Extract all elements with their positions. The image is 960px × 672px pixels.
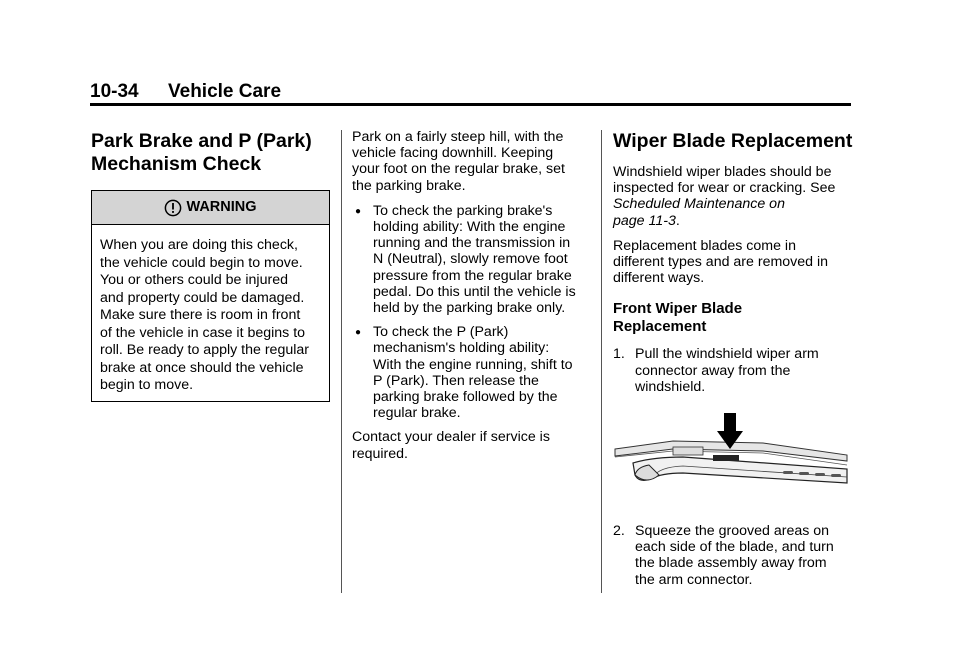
period: . — [675, 212, 680, 229]
warning-line: and property could be damaged. — [100, 289, 305, 306]
bullet-list — [352, 203, 592, 422]
warning-line: of the vehicle in case it begins to — [100, 324, 306, 341]
text-line: holding ability: With the engine — [373, 219, 566, 236]
text-line: connector away from the — [635, 362, 791, 379]
warning-line: the vehicle could begin to move. — [100, 254, 303, 271]
header-rule — [90, 103, 851, 106]
text-line: pedal. Do this until the vehicle is — [373, 283, 576, 300]
text-line: required. — [352, 445, 408, 462]
text-line: different ways. — [613, 270, 705, 287]
text-line: Replacement blades come in — [613, 237, 796, 254]
text-line: Pull the windshield wiper arm — [635, 346, 819, 363]
step-2 — [613, 523, 853, 588]
text-line: regular brake. — [373, 405, 461, 422]
text-line: With the engine running, shift to — [373, 356, 573, 373]
column-divider-2 — [601, 130, 602, 593]
text-line: held by the parking brake only. — [373, 300, 566, 317]
column-divider-1 — [341, 130, 342, 593]
text-line: your foot on the regular brake, set — [352, 161, 565, 178]
warning-line: Make sure there is room in front — [100, 307, 301, 323]
text-line: P (Park). Then release the — [373, 372, 539, 389]
subsection-title-front-wiper — [613, 300, 853, 336]
warning-box — [91, 190, 330, 402]
section-title-wiper: Wiper Blade Replacement — [613, 130, 853, 152]
warning-line: brake at once should the vehicle — [100, 359, 304, 376]
page-header — [90, 80, 281, 104]
blade-types-paragraph — [613, 238, 853, 287]
text-line: each side of the blade, and turn — [635, 539, 834, 556]
column-2 — [352, 129, 592, 462]
text-line: different types and are removed in — [613, 254, 829, 271]
warning-line: When you are doing this check, — [100, 237, 298, 253]
warning-text — [92, 225, 329, 401]
text-line: vehicle facing downhill. Keeping — [352, 145, 554, 162]
bullet-item-parking-brake — [352, 203, 592, 316]
section-title-line-2: Mechanism Check — [91, 153, 262, 175]
chapter-title: Vehicle Care — [168, 81, 282, 102]
wiper-intro-paragraph — [613, 164, 853, 229]
text-line: windshield. — [635, 378, 706, 395]
warning-line: begin to move. — [100, 377, 194, 393]
warning-label: WARNING — [186, 199, 257, 216]
column-3 — [613, 126, 853, 588]
text-line: the blade assembly away from — [635, 555, 827, 572]
contact-paragraph — [352, 429, 592, 461]
step-number: 1. — [613, 346, 625, 363]
text-line: the arm connector. — [635, 571, 753, 588]
step-list — [613, 346, 853, 587]
step-number: 2. — [613, 523, 625, 540]
bullet-icon: ● — [355, 327, 362, 339]
column-1 — [91, 126, 331, 402]
text-line: Park on a fairly steep hill, with the — [352, 129, 564, 145]
subsection-title-line-2: Replacement — [613, 318, 707, 336]
step-1 — [613, 346, 853, 395]
intro-paragraph — [352, 129, 592, 194]
section-title-park-brake — [91, 130, 331, 176]
wiper-blade-illustration — [613, 411, 849, 523]
text-line: To check the parking brake's — [373, 202, 553, 219]
text-line: inspected for wear or cracking. See — [613, 180, 836, 197]
wiper-blade-figure — [613, 411, 853, 523]
text-line: N (Neutral), slowly remove foot — [373, 251, 568, 268]
maintenance-link[interactable]: Scheduled Maintenance on — [613, 196, 785, 213]
maintenance-page-link[interactable]: page 11-3 — [613, 212, 676, 229]
warning-line: You or others could be injured — [100, 272, 288, 288]
page-number: 10-34 — [90, 81, 139, 102]
warning-line: roll. Be ready to apply the regular — [100, 342, 309, 358]
text-line: running and the transmission in — [373, 235, 571, 252]
text-line: To check the P (Park) — [373, 324, 509, 341]
text-line: the parking brake. — [352, 177, 466, 194]
text-line: Squeeze the grooved areas on — [635, 523, 830, 540]
text-line: mechanism's holding ability: — [373, 340, 550, 357]
bullet-item-park-mechanism — [352, 324, 592, 421]
text-line: parking brake followed by the — [373, 389, 558, 406]
text-line: pressure from the regular brake — [373, 267, 572, 284]
subsection-title-line-1: Front Wiper Blade — [613, 300, 743, 318]
section-title-line-1: Park Brake and P (Park) — [91, 130, 312, 152]
bullet-icon: ● — [355, 205, 362, 217]
text-line: Contact your dealer if service is — [352, 429, 550, 446]
warning-header — [92, 191, 329, 225]
warning-icon — [164, 199, 182, 217]
text-line: Windshield wiper blades should be — [613, 164, 832, 180]
